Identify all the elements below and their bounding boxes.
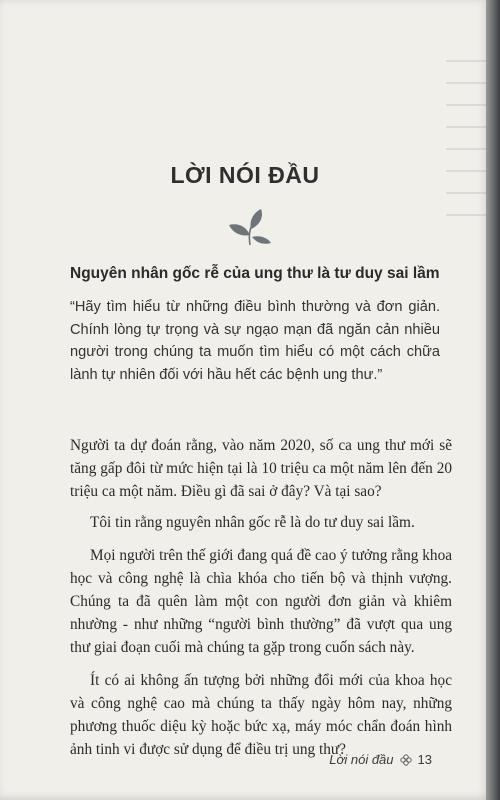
body-text (70, 434, 452, 771)
paragraph: Người ta dự đoán rằng, vào năm 2020, số ca ung thư mới sẽ tăng gấp đôi từ mức hiện tại là 10 triệu ca một năm lên đến 20 triệu ca một năm. Điều gì đã sai ở đây? Và tại sao? (70, 437, 452, 500)
running-head: Lời nói đầu (329, 752, 394, 767)
chapter-title: LỜI NÓI ĐẦU (170, 162, 320, 188)
page-edge-shadow (486, 0, 500, 800)
paragraph: Tôi tin rằng nguyên nhân gốc rễ là do tư duy sai lầm. (90, 514, 415, 531)
show-through-text (440, 60, 486, 420)
paragraph: Ít có ai không ấn tượng bởi những đổi mới của khoa học và công nghệ cao mà chúng ta thấy ngày hôm nay, những phương thuốc diệu kỳ hoặc bức xạ, máy móc chẩn đoán hình ảnh tinh vi được sử dụng để điều trị ung thư? (70, 672, 452, 758)
flower-icon (400, 754, 412, 766)
quote-title: Nguyên nhân gốc rễ của ung thư là tư duy sai lầm (70, 265, 440, 282)
page-footer (329, 752, 432, 767)
quote-text: “Hãy tìm hiểu từ những điều bình thường và đơn giản. Chính lòng tự trọng và sự ngạo mạn đã ngăn cản nhiều người trong chúng ta muốn tìm hiểu có một cách chữa lành tự nhiên đối với hầu hết các bệnh ung thư.” (70, 299, 440, 383)
paragraph: Mọi người trên thế giới đang quá đề cao ý tưởng rằng khoa học và công nghệ là chìa khóa cho tiến bộ và thịnh vượng. Chúng ta đã quên làm một con người đơn giản và khiêm nhường - như những “người bình thường” đã vượt qua ung thư giai đoạn cuối mà chúng ta gặp trong cuốn sách này. (70, 547, 453, 656)
page-number: 13 (417, 752, 432, 767)
leaf-icon (227, 207, 273, 247)
